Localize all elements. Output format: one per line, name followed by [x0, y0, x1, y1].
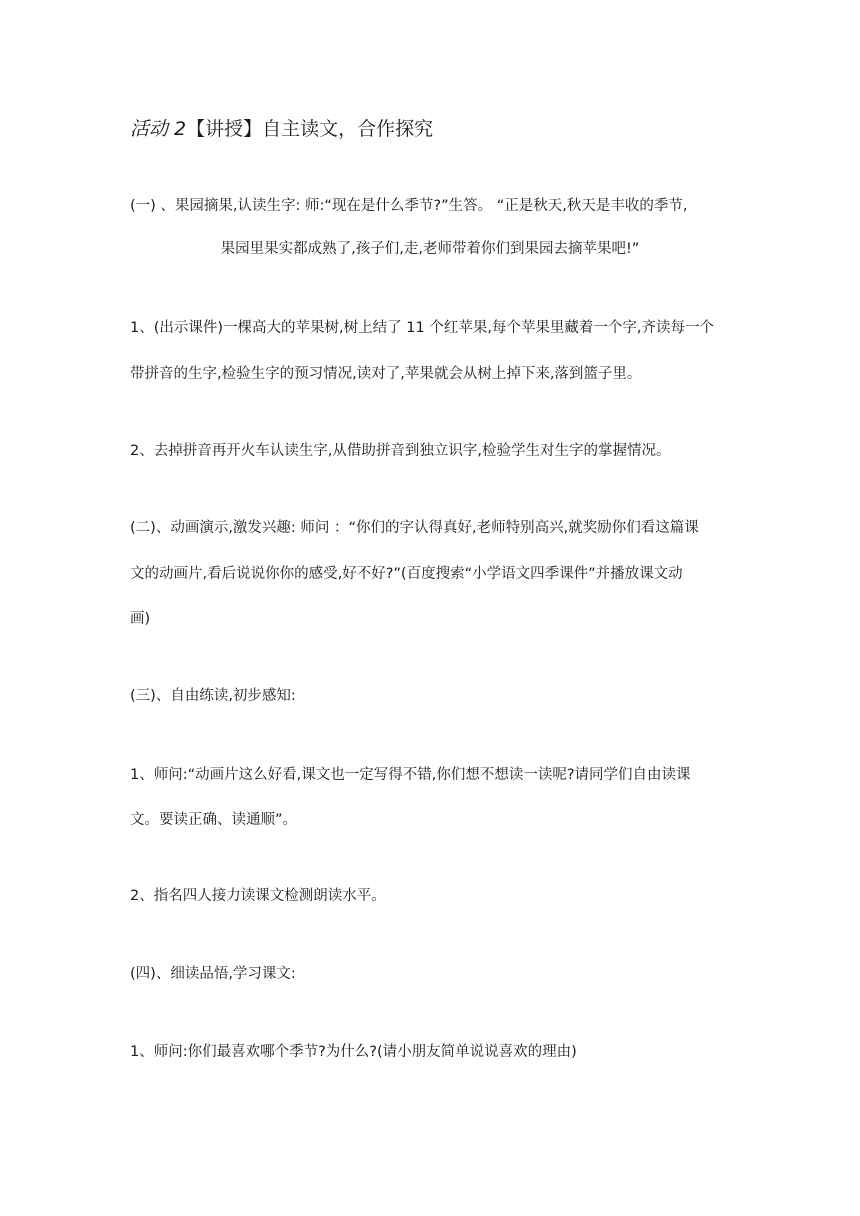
activity-heading: [130, 116, 433, 142]
section-1-line-2: 果园里果实都成熟了,孩子们,走,老师带着你们到果园去摘苹果吧!”: [220, 241, 640, 257]
activity-title: 【讲授】自主读文，合作探究: [186, 118, 434, 140]
item-1-2: 2、去掉拼音再开火车认读生字,从借助拼音到独立识字,检验学生对生字的掌握情况。: [130, 443, 671, 459]
item-1-1-line-2: 带拼音的生字,检验生字的预习情况,读对了,苹果就会从树上掉下来,落到篮子里。: [130, 366, 642, 382]
section-2-line-3: 画): [130, 611, 151, 627]
item-1-1-line-1: 1、(出示课件)一棵高大的苹果树,树上结了 11 个红苹果,每个苹果里藏着一个字,齐读每一个: [130, 320, 715, 336]
item-3-2: 2、指名四人接力读课文检测朗读水平。: [130, 888, 386, 904]
section-2-line-2: 文的动画片,看后说说你你的感受,好不好?”(百度搜索“小学语文四季课件”并播放课文动: [130, 566, 683, 582]
item-3-1-line-2: 文。要读正确、读通顺”。: [130, 812, 298, 828]
activity-number: 活动 2: [130, 118, 187, 140]
item-4-1: 1、师问:你们最喜欢哪个季节?为什么?(请小朋友简单说说喜欢的理由): [130, 1044, 577, 1060]
item-3-1-line-1: 1、师问:“动画片这么好看,课文也一定写得不错,你们想不想读一读呢?请同学们自由读课: [130, 767, 691, 783]
section-4-heading: (四)、细读品悟,学习课文:: [130, 966, 296, 982]
section-1-line-1: (一) 、果园摘果,认读生字: 师:“现在是什么季节?”生答。 “正是秋天,秋天是丰收的季节,: [130, 198, 688, 214]
section-3-heading: (三)、自由练读,初步感知:: [130, 688, 296, 704]
section-2-line-1: (二)、动画演示,激发兴趣: 师问 ：“你们的字认得真好,老师特别高兴,就奖励你们看这篇课: [130, 520, 699, 536]
